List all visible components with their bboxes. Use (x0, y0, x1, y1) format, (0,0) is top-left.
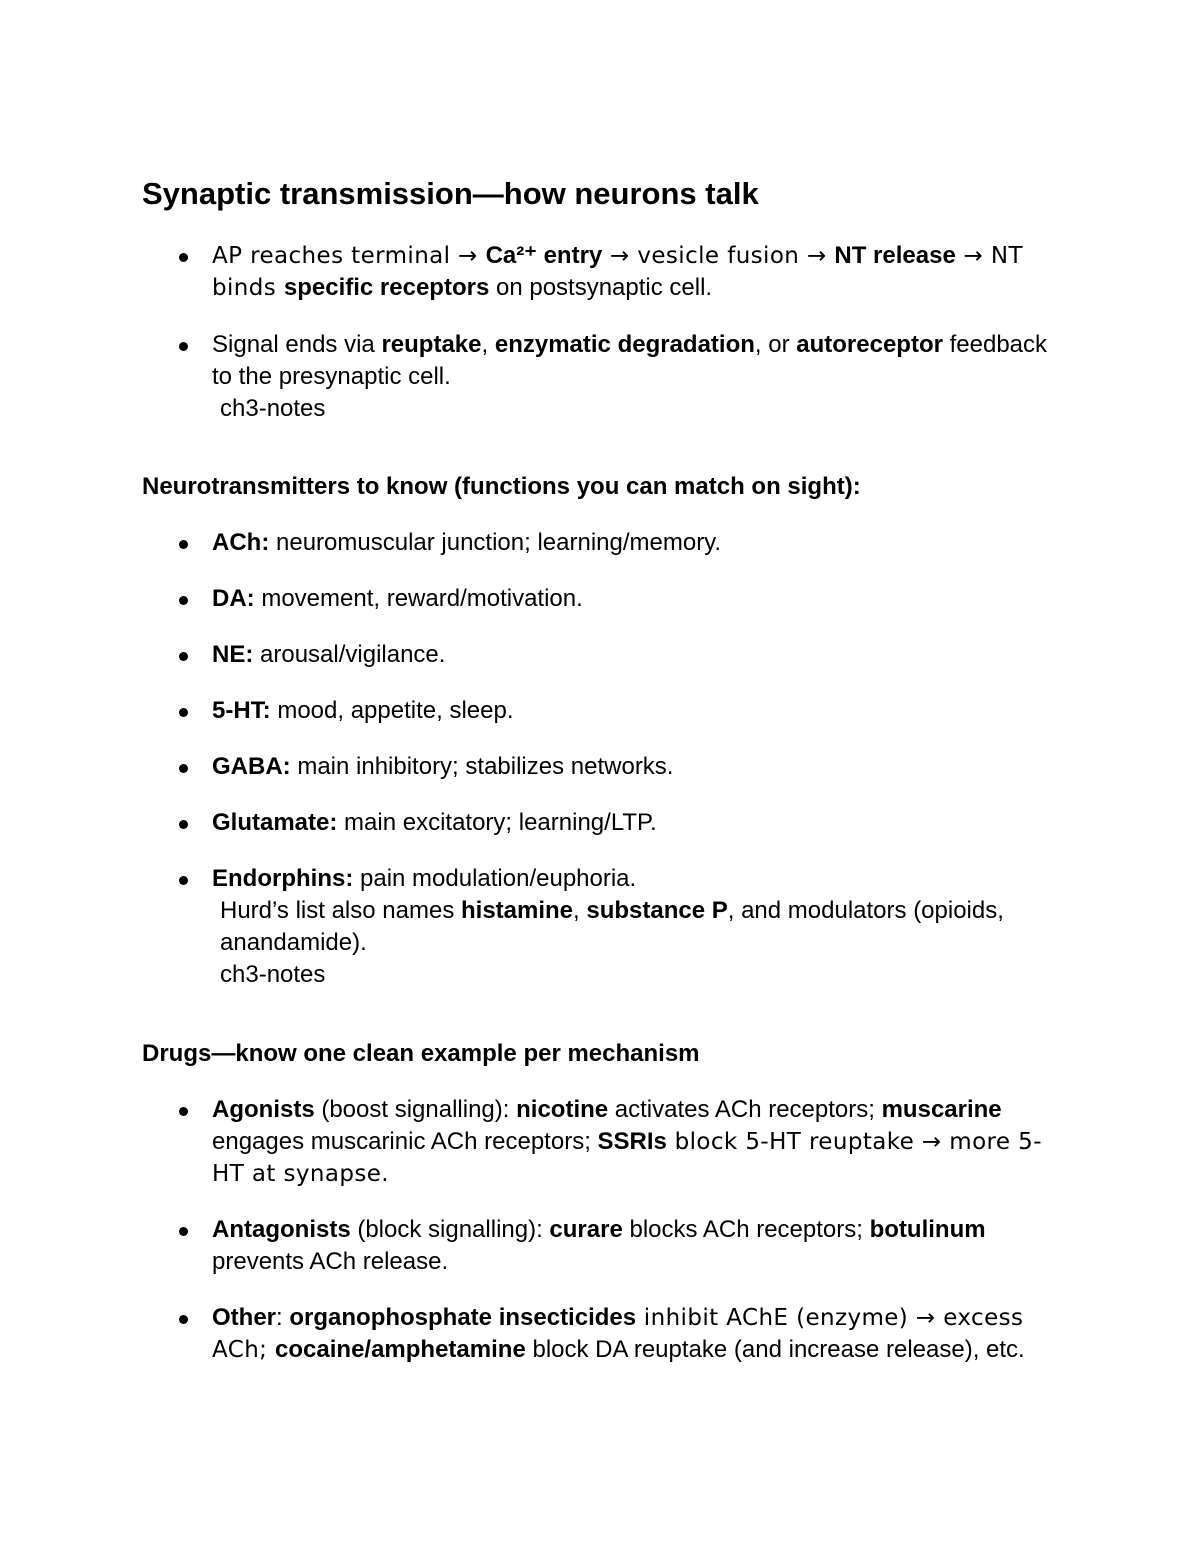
drugs-list (142, 1094, 1062, 1366)
bold-term: nicotine (516, 1096, 609, 1123)
text-run: blocks ACh receptors; (622, 1216, 870, 1243)
list-item (142, 1302, 1062, 1366)
nt-name: ACh: (212, 529, 270, 556)
source-note: ch3-notes (220, 961, 326, 988)
text-run: Signal ends via (212, 331, 382, 358)
bold-term: Other (212, 1304, 277, 1331)
bold-term: reuptake (381, 331, 482, 358)
text-run: engages muscarinic ACh receptors; (212, 1128, 598, 1155)
list-item (142, 329, 1062, 425)
list-item (142, 751, 1062, 783)
list-item (142, 1094, 1062, 1190)
nt-name: 5-HT: (212, 697, 271, 724)
text-run: , (481, 331, 495, 358)
bold-term: Antagonists (212, 1216, 351, 1243)
text-run: → vesicle fusion → (602, 243, 835, 269)
nt-name: GABA: (212, 753, 291, 780)
section-heading-drugs: Drugs—know one clean example per mechanism (142, 1040, 700, 1067)
nt-desc: pain modulation/euphoria. (353, 865, 637, 892)
nt-desc: neuromuscular junction; learning/memory. (269, 529, 722, 556)
bold-term: curare (549, 1216, 623, 1243)
nt-desc: movement, reward/motivation. (254, 585, 583, 612)
text-run: : (276, 1304, 290, 1331)
bold-term: histamine (460, 897, 574, 924)
text-run: Hurd’s list also names (220, 897, 461, 924)
list-item (142, 240, 1062, 304)
bold-term: cocaine/amphetamine (275, 1336, 526, 1363)
list-item (142, 527, 1062, 559)
text-run: AP reaches terminal → (212, 243, 486, 269)
nt-name: Endorphins: (212, 865, 354, 892)
nt-extra-note (212, 895, 1062, 959)
text-run: block 5-HT reuptake → more 5-HT at synapse. (212, 1129, 1042, 1187)
text-run: , or (754, 331, 797, 358)
text-run: , and modulators (opioids, anandamide). (220, 897, 1004, 956)
bold-term: autoreceptor (796, 331, 943, 358)
text-run: activates ACh receptors; (608, 1096, 882, 1123)
nt-desc: arousal/vigilance. (253, 641, 446, 668)
page-title: Synaptic transmission—how neurons talk (142, 176, 759, 211)
text-run: → NT binds (212, 243, 1023, 301)
nt-name: DA: (212, 585, 255, 612)
list-item (142, 807, 1062, 839)
nt-desc: main inhibitory; stabilizes networks. (290, 753, 674, 780)
nt-name: Glutamate: (212, 809, 338, 836)
neurotransmitter-list (142, 527, 1062, 991)
text-run: (boost signalling): (314, 1096, 517, 1123)
list-item (142, 1214, 1062, 1278)
nt-name: NE: (212, 641, 254, 668)
text-run: block DA reuptake (and increase release), etc. (525, 1336, 1025, 1363)
text-run: feedback to the presynaptic cell. (212, 331, 1048, 390)
nt-desc: mood, appetite, sleep. (270, 697, 514, 724)
text-run: prevents ACh release. (212, 1248, 449, 1275)
bold-term: Ca²⁺ entry (485, 242, 603, 269)
bold-term: NT release (834, 242, 956, 269)
text-run: (block signalling): (350, 1216, 550, 1243)
list-item (142, 695, 1062, 727)
bold-term: botulinum (869, 1216, 986, 1243)
bold-term: Agonists (212, 1096, 315, 1123)
list-item (142, 863, 1062, 991)
list-item (142, 639, 1062, 671)
bold-term: enzymatic degradation (494, 331, 755, 358)
bold-term: specific receptors (283, 274, 490, 301)
text-run: , (573, 897, 587, 924)
section-heading-neurotransmitters: Neurotransmitters to know (functions you can match on sight): (142, 473, 861, 500)
nt-desc: main excitatory; learning/LTP. (337, 809, 657, 836)
bold-term: substance P (586, 897, 728, 924)
bold-term: SSRIs (597, 1128, 667, 1155)
synaptic-list (142, 240, 1062, 425)
bold-term: muscarine (881, 1096, 1002, 1123)
bold-term: organophosphate insecticides (289, 1304, 637, 1331)
list-item (142, 583, 1062, 615)
source-note: ch3-notes (220, 395, 326, 422)
text-run: inhibit AChE (enzyme) → excess ACh; (212, 1305, 1024, 1363)
text-run: on postsynaptic cell. (489, 274, 713, 301)
